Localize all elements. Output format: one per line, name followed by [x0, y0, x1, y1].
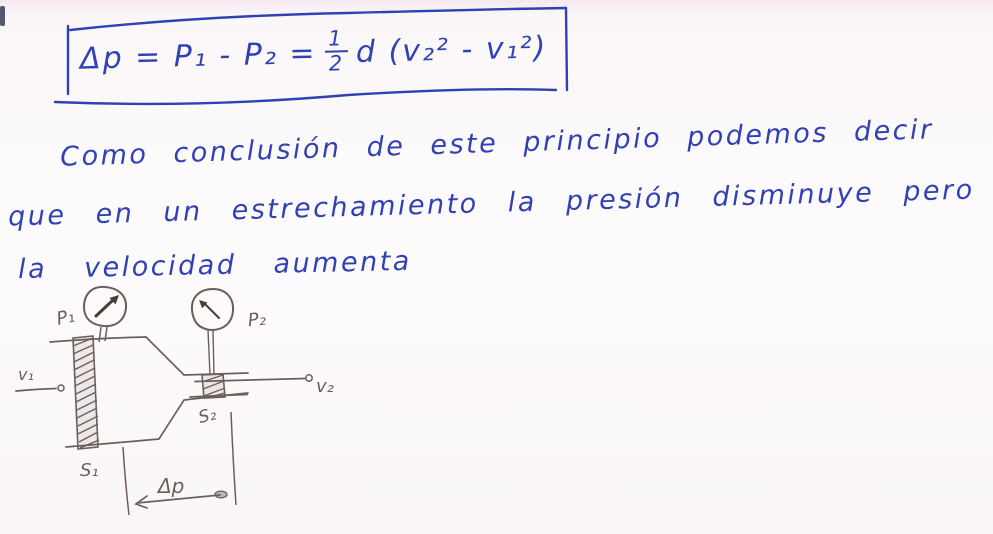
formula-box	[48, 2, 593, 114]
inlet-velocity-arrow	[16, 385, 64, 391]
scan-edge-artifact	[0, 6, 5, 26]
inlet-velocity-label: v₁	[18, 365, 34, 384]
section2-label: S₂	[196, 404, 219, 428]
pressure-diff-label: Δp	[158, 474, 185, 498]
gauge1-label: P₁	[54, 305, 77, 330]
dimension-end-loop	[215, 491, 227, 498]
venturi-tube-diagram	[0, 280, 400, 534]
fraction-numerator: 1	[324, 27, 348, 53]
section1-label: S₁	[80, 460, 99, 481]
paragraph-line-2: que en un estrechamiento la presión disminuye pero	[7, 174, 976, 233]
fraction-denominator: 2	[328, 51, 345, 76]
gauge-p1-needle-icon	[96, 295, 119, 316]
pressure-gauge-p1	[84, 287, 126, 342]
cross-section-s1	[73, 336, 99, 449]
cross-section-s2	[202, 374, 225, 398]
formula-lhs: Δp = P₁ - P₂ =	[79, 35, 318, 77]
pressure-gauge-p2	[192, 289, 233, 375]
gauge-p2-stem	[208, 330, 214, 375]
gauge-p2-needle-icon	[199, 300, 219, 318]
one-half-fraction	[324, 27, 349, 75]
gauge2-label: P₂	[246, 308, 267, 332]
formula-rhs: d (v₂² - v₁²)	[355, 30, 548, 71]
paragraph-line-3: la velocidad aumenta	[17, 245, 413, 286]
outlet-velocity-label: v₂	[316, 376, 334, 397]
pressure-diff-dimension	[123, 412, 236, 515]
gauge-p2-dial	[192, 289, 233, 330]
gauge-p1-stem	[99, 327, 107, 342]
paragraph-line-1: Como conclusión de este principio podemos decir	[59, 114, 935, 173]
